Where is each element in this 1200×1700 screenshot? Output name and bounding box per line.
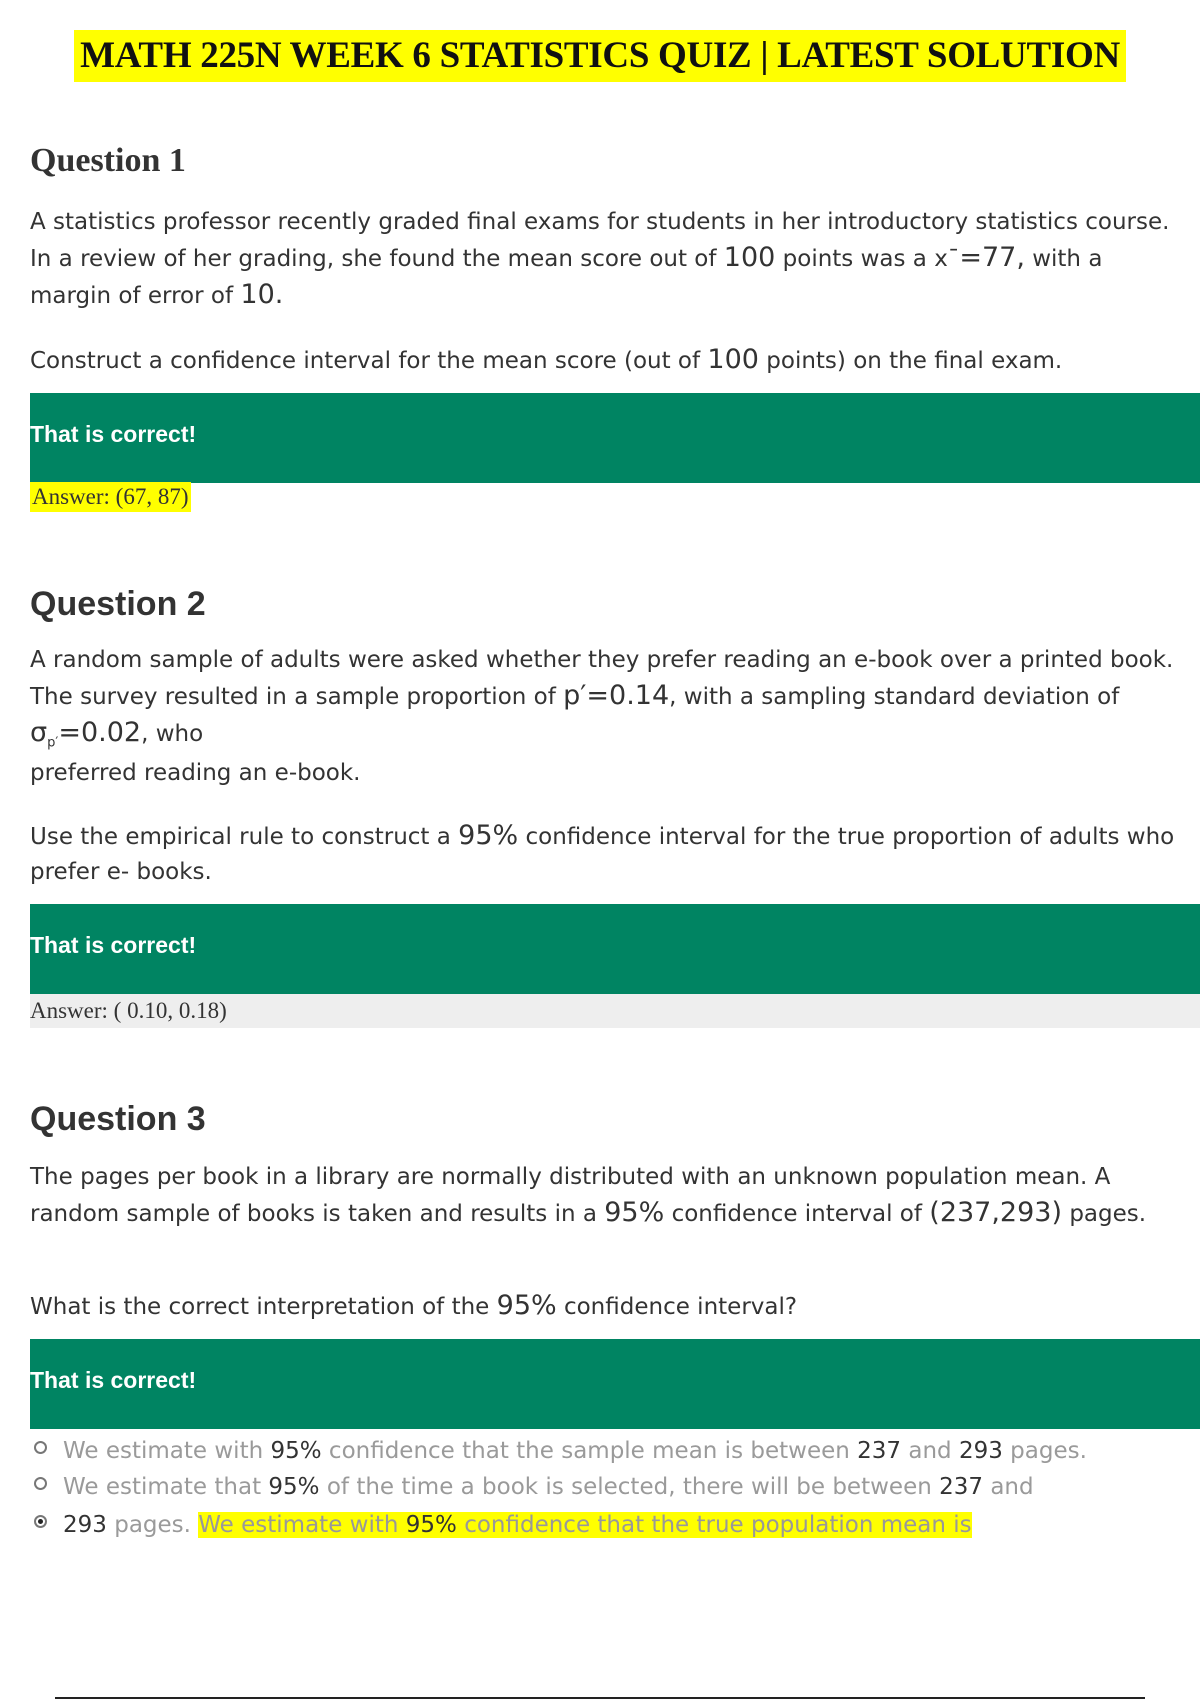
question-1-answer: Answer: (67, 87) — [30, 482, 191, 512]
radio-button[interactable] — [34, 1441, 47, 1454]
question-2-heading: Question 2 — [30, 585, 206, 623]
question-3-feedback-bar — [30, 1339, 1200, 1429]
question-1-feedback-bar — [30, 393, 1200, 483]
answer-option-1[interactable]: We estimate with 95% confidence that the sample mean is between 237 and 293 pages. — [34, 1433, 1194, 1469]
question-2-text-cont: preferred reading an e-book. — [30, 760, 361, 786]
question-2-prompt: Use the empirical rule to construct a 95% confidence interval for the true proportion of adults who prefer e- books. — [30, 820, 1175, 885]
question-2-feedback-bar — [30, 904, 1200, 994]
question-1-heading: Question 1 — [30, 142, 186, 179]
question-1-prompt: Construct a confidence interval for the mean score (out of 100 points) on the final exam. — [30, 344, 1063, 375]
answer-option-2[interactable]: We estimate that 95% of the time a book is selected, there will be between 237 and — [34, 1469, 1194, 1505]
answer-option-3[interactable]: 293 pages. We estimate with 95% confidence that the true population mean is — [34, 1507, 1194, 1543]
radio-button-selected[interactable] — [34, 1515, 47, 1528]
page-bottom-rule — [55, 1697, 1145, 1699]
question-3-heading: Question 3 — [30, 1100, 206, 1138]
question-2-answer: Answer: ( 0.10, 0.18) — [30, 994, 1200, 1028]
selected-answer-highlight: We estimate with 95% confidence that the true population mean is — [198, 1512, 972, 1538]
radio-button[interactable] — [34, 1477, 47, 1490]
question-3-text: The pages per book in a library are normally distributed with an unknown population mean. A random sample of books is taken and results in a 95% confidence interval of (237,293) pages. — [30, 1164, 1147, 1228]
page-title-wrap — [0, 30, 1200, 82]
question-3-feedback: That is correct! — [30, 1367, 197, 1393]
phat-value: p′=0.14 — [563, 680, 670, 711]
question-2-feedback: That is correct! — [30, 932, 197, 958]
xbar-symbol: x¯ — [934, 246, 960, 272]
question-2-text: A random sample of adults were asked whether they prefer reading an e-book over a printed book. The survey resulted in a sample proportion of p′=0.14, with a sampling standard deviation of $\sigma_{p'}=0.02$, who — [30, 647, 1174, 751]
question-1-text: A statistics professor recently graded final exams for students in her introductory statistics course. In a review of her grading, she found the mean score out of 100 points was a x¯=77, with a margin of error of 10. — [30, 209, 1170, 310]
question-1-feedback: That is correct! — [30, 421, 197, 447]
page-title: MATH 225N WEEK 6 STATISTICS QUIZ | LATEST SOLUTION — [74, 30, 1126, 82]
question-3-prompt: What is the correct interpretation of the 95% confidence interval? — [30, 1290, 798, 1321]
